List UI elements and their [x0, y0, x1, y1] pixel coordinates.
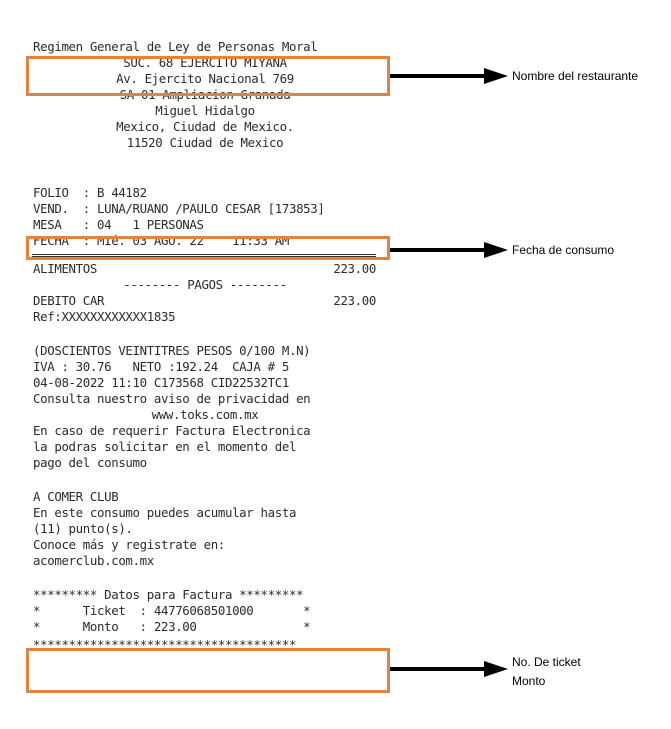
factura-line-3: pago del consumo [33, 455, 147, 470]
address-line-4: Mexico, Ciudad de Mexico. [116, 119, 294, 134]
annotation-monto: Monto [512, 674, 546, 688]
club-url: acomerclub.com.mx [33, 553, 154, 568]
folio-line: FOLIO : B 44182 [33, 185, 147, 200]
privacy-url: www.toks.com.mx [151, 407, 259, 422]
privacy-line: Consulta nuestro aviso de privacidad en [33, 391, 311, 406]
arrow-right-icon [390, 68, 510, 84]
club-line-2: (11) punto(s). [33, 521, 133, 536]
amount-in-words: (DOSCIENTOS VEINTITRES PESOS 0/100 M.N) [33, 343, 311, 358]
ticket-line: * Ticket : 44776068501000 * [33, 603, 311, 618]
restaurant-highlight-box [26, 56, 390, 96]
address-line-2: SA-01 Ampliacion Granada [119, 87, 291, 102]
club-title: A COMER CLUB [33, 489, 119, 504]
address-line-3: Miguel Hidalgo [155, 103, 255, 118]
factura-footer: ************************************* [33, 637, 297, 652]
factura-header: ********* Datos para Factura ********* [33, 587, 304, 602]
arrow-right-icon [390, 242, 510, 258]
club-line-1: En este consumo puedes acumular hasta [33, 505, 297, 520]
timestamp-line: 04-08-2022 11:10 C173568 CID22532TC1 [33, 375, 289, 390]
iva-line: IVA : 30.76 NETO :192.24 CAJA # 5 [33, 359, 289, 374]
regimen-line: Regimen General de Ley de Personas Moral [33, 39, 318, 54]
annotation-ticket: No. De ticket [512, 655, 581, 669]
address-line-5: 11520 Ciudad de Mexico [126, 135, 284, 150]
club-line-3: Conoce más y registrate en: [33, 537, 225, 552]
fecha-line: FECHA : MIé. 03 AGO. 22 11:33 AM [33, 233, 289, 248]
sucursal-line: SUC. 68 EJERCITO MIYANA [123, 55, 287, 70]
factura-line-1: En caso de requerir Factura Electronica [33, 423, 311, 438]
debito-label: DEBITO CAR [33, 293, 105, 308]
ticket-highlight-box [26, 648, 390, 693]
vend-line: VEND. : LUNA/RUANO /PAULO CESAR [173853] [33, 201, 325, 216]
annotation-fecha: Fecha de consumo [512, 243, 615, 257]
factura-line-2: la podras solicitar en el momento del [33, 439, 297, 454]
mesa-line: MESA : 04 1 PERSONAS [33, 217, 204, 232]
annotation-restaurant: Nombre del restaurante [512, 69, 639, 83]
pagos-line: -------- PAGOS -------- [123, 277, 287, 292]
ref-line: Ref:XXXXXXXXXXXX1835 [33, 309, 176, 324]
debito-amount: 223.00 [333, 293, 376, 308]
alimentos-label: ALIMENTOS [33, 261, 97, 276]
address-line-1: Av. Ejercito Nacional 769 [116, 71, 294, 86]
arrow-right-icon [390, 661, 510, 677]
monto-line: * Monto : 223.00 * [33, 619, 311, 634]
fecha-highlight-box [26, 233, 390, 260]
alimentos-amount: 223.00 [333, 261, 376, 276]
